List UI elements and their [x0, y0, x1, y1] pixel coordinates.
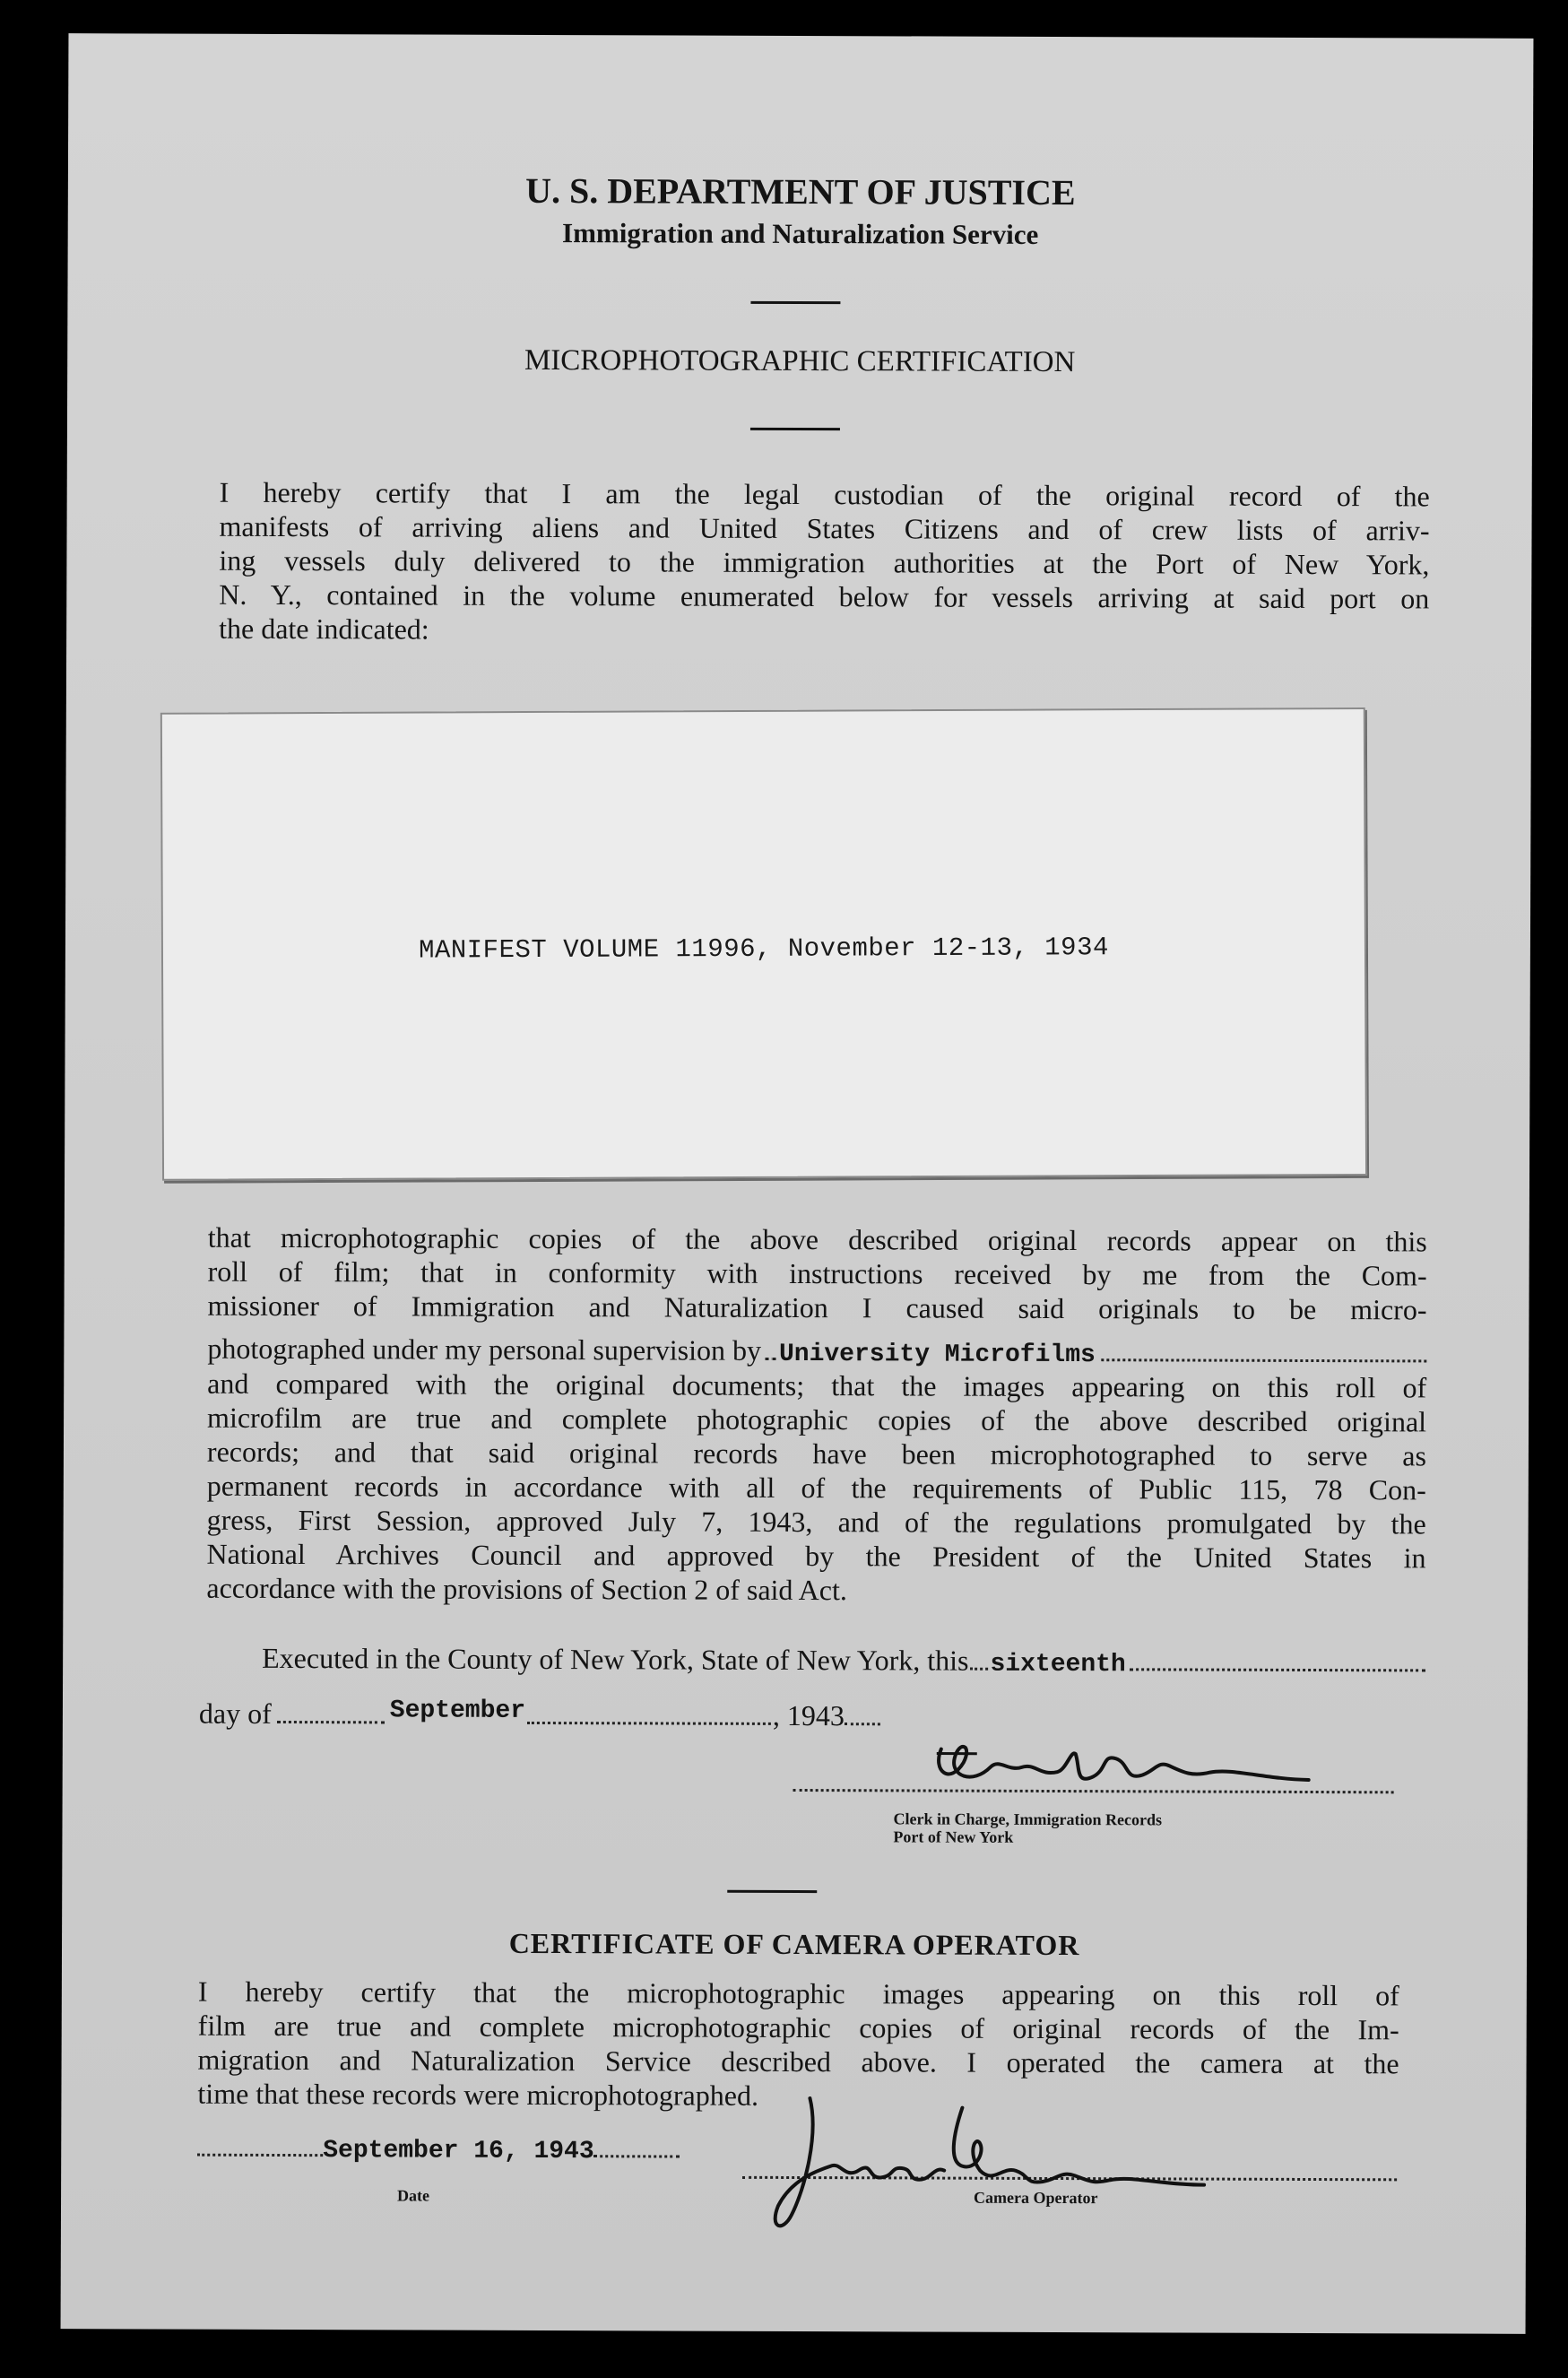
operator-label: Camera Operator [974, 2188, 1098, 2208]
dotted-leader [197, 2154, 323, 2157]
executed-line [262, 1641, 1425, 1684]
camera-line: time that these records were microphotographed. [197, 2077, 759, 2112]
body-line: roll of film; that in conformity with instructions received by me from the Com- [207, 1254, 1427, 1292]
body-line: missioner of Immigration and Naturalization I caused said originals to be micro- [207, 1289, 1427, 1326]
camera-line: migration and Naturalization Service described above. I operated the camera at the [197, 2043, 1399, 2080]
body-line: that microphotographic copies of the above described original records appear on this [207, 1220, 1427, 1258]
dotted-leader [594, 2155, 680, 2157]
dotted-leader [1101, 1358, 1426, 1362]
clerk-signature-image [923, 1722, 1372, 1804]
intro-line: manifests of arriving aliens and United States Citizens and of crew lists of arriv- [219, 509, 1430, 547]
volume-label: MANIFEST VOLUME 11996, November 12-13, 1934 [418, 933, 1109, 966]
certificate-page [61, 33, 1534, 2334]
camera-line: I hereby certify that the microphotographic images appearing on this roll of [197, 1974, 1399, 2012]
department-heading: U. S. DEPARTMENT OF JUSTICE [525, 169, 1076, 213]
intro-line: ing vessels duly delivered to the immigration authorities at the Port of New York, [219, 543, 1430, 581]
header-divider-bottom [750, 428, 840, 430]
dotted-leader [970, 1668, 988, 1671]
executed-year: , 1943 [772, 1698, 845, 1732]
camera-certificate-title: CERTIFICATE OF CAMERA OPERATOR [508, 1926, 1080, 1962]
operator-signature-image [756, 2080, 1259, 2243]
header-divider-top [750, 301, 840, 304]
dotted-leader [1130, 1668, 1425, 1671]
clerk-location: Port of New York [893, 1827, 1014, 1846]
dotted-leader [765, 1358, 775, 1360]
intro-line: N. Y., contained in the volume enumerated below for vessels arriving at said port on [219, 577, 1430, 615]
dotted-leader [527, 1722, 771, 1725]
day-of-label: day of [198, 1697, 272, 1730]
body-line: microfilm are true and complete photographic copies of the above described original [207, 1401, 1427, 1438]
camera-line: film are true and complete microphotographic copies of original records of the Im- [197, 2009, 1399, 2046]
executed-month-value: September [389, 1697, 526, 1725]
day-of-line [199, 1697, 880, 1738]
date-value: September 16, 1943 [323, 2137, 594, 2166]
volume-inset-card [160, 707, 1367, 1181]
section-divider [727, 1890, 817, 1893]
body-line: National Archives Council and approved by the President of the United States in [206, 1537, 1426, 1575]
intro-line: I hereby certify that I am the legal custodian of the original record of the [219, 475, 1430, 513]
date-label: Date [397, 2186, 430, 2205]
date-field [197, 2137, 680, 2166]
service-subheading: Immigration and Naturalization Service [561, 217, 1039, 250]
clerk-title: Clerk in Charge, Immigration Records [893, 1810, 1163, 1829]
body-line: gress, First Session, approved July 7, 1943, and of the regulations promulgated by the [206, 1503, 1426, 1540]
supervision-prefix: photographed under my personal supervision by [207, 1332, 762, 1367]
body-line: permanent records in accordance with all of the requirements of Public 115, 78 Con- [206, 1469, 1426, 1506]
certification-title: MICROPHOTOGRAPHIC CERTIFICATION [524, 343, 1076, 379]
dotted-leader [845, 1723, 880, 1725]
body-line: records; and that said original records have been microphotographed to serve as [206, 1435, 1427, 1472]
filmed-by-value: University Microfilms [778, 1340, 1096, 1370]
dotted-leader [277, 1721, 385, 1723]
executed-day-value: sixteenth [990, 1650, 1126, 1679]
body-line: accordance with the provisions of Section 2 of said Act. [206, 1571, 847, 1607]
body-line: and compared with the original documents; that the images appearing on this roll of [207, 1367, 1427, 1404]
intro-line: the date indicated: [219, 612, 429, 646]
executed-prefix: Executed in the County of New York, State of New York, this [262, 1641, 969, 1677]
